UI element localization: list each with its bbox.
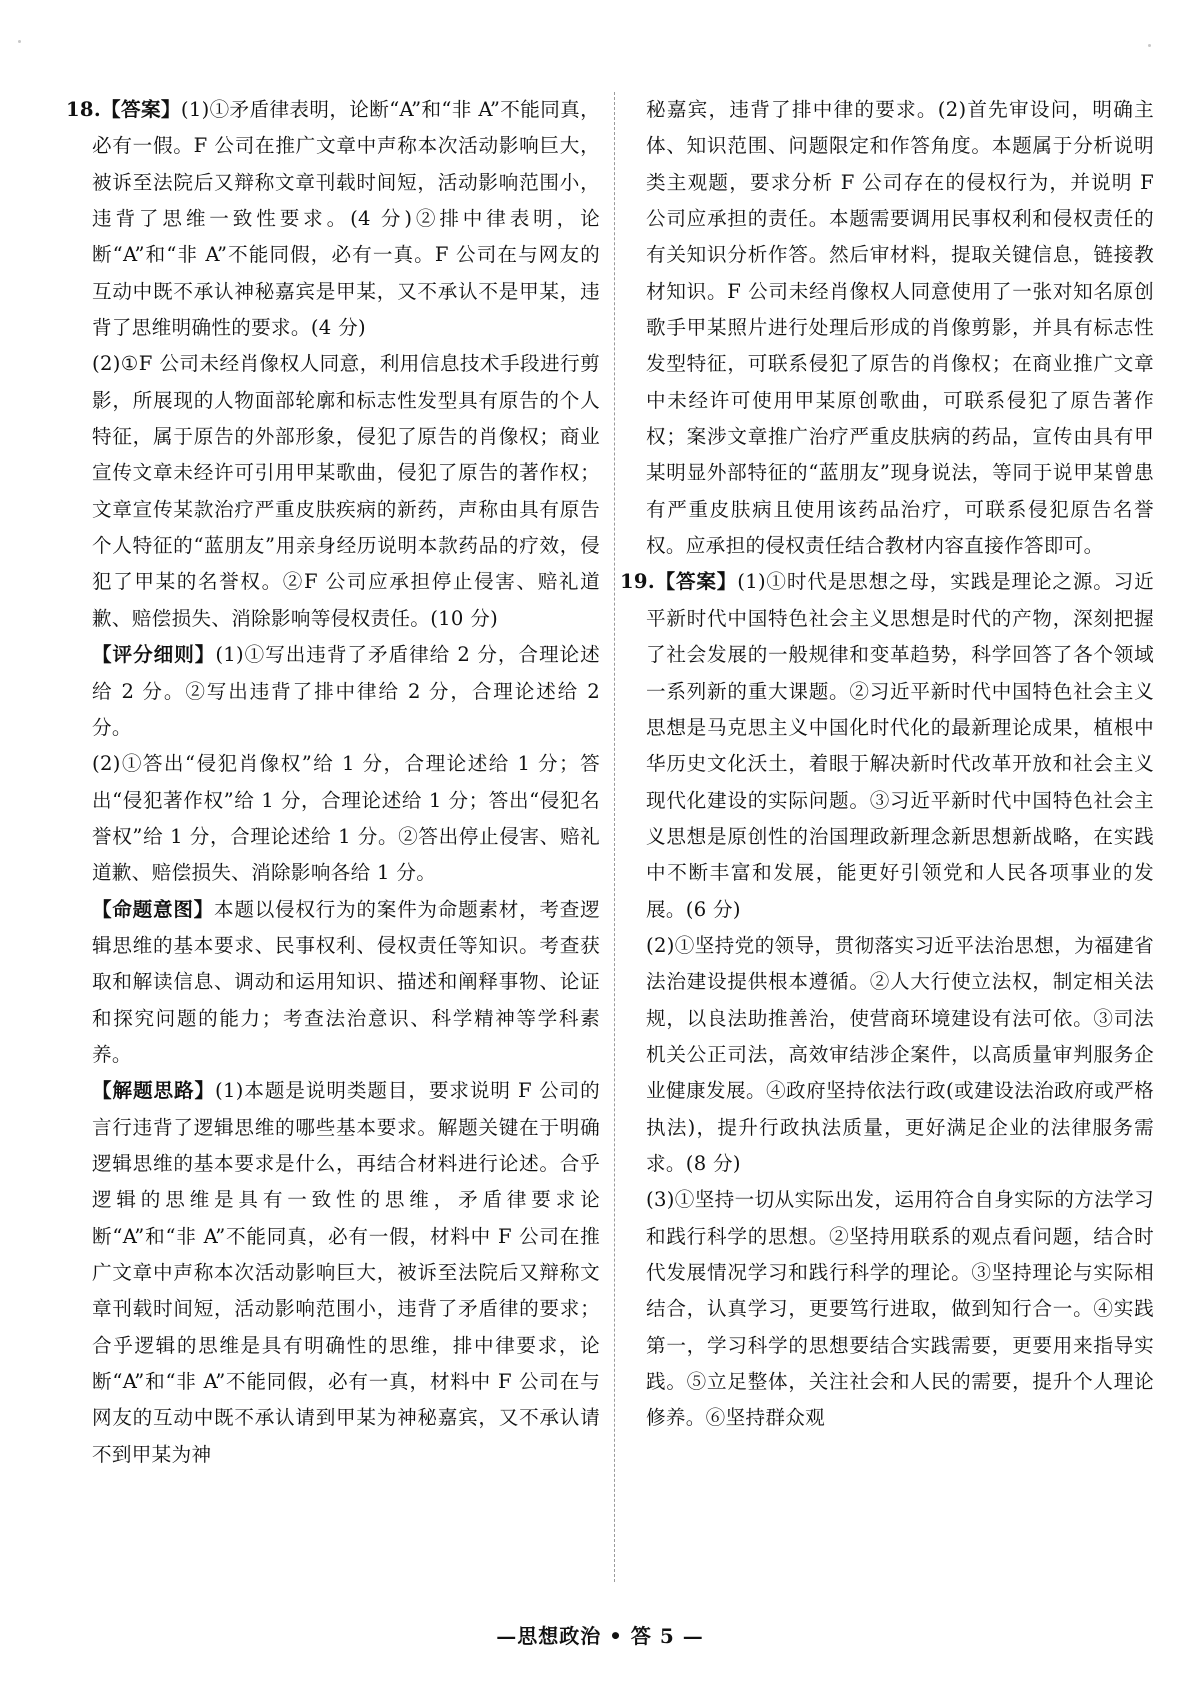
q18-answer-part1 [66,92,601,346]
solution-tag: 【解题思路】 [92,1079,216,1103]
q18-solution-text: (1)本题是说明类题目，要求说明 F 公司的言行违背了逻辑思维的哪些基本要求。解题关键在于明确逻辑思维的基本要求是什么，再结合材料进行论述。合乎逻辑的思维是具有一致性的思维，矛盾律要求论断“A”和“非 A”不能同真，必有一假，材料中 F 公司在推广文章中声称本次活动影响巨大，被诉至法院后又辩称文章刊载时间短，活动影响范围小，违背了矛盾律的要求；合乎逻辑的思维是具有明确性的思维，排中律要求，论断“A”和“非 A”不能同假，必有一真，材料中 F 公司在与网友的互动中既不承认请到甲某为神秘嘉宾，又不承认请不到甲某为神 [92,1079,600,1466]
q18-scoring-rules-text: (1)①写出违背了矛盾律给 2 分，合理论述给 2 分。②写出违背了排中律给 2 分，合理论述给 2 分。 [92,643,600,739]
column-divider [614,92,615,1582]
answer-tag: 【答案】 [101,98,181,121]
q18-scoring-rules-part2: (2)①答出“侵犯肖像权”给 1 分，合理论述给 1 分；答出“侵犯著作权”给 1 分，合理论述给 1 分；答出“侵犯名誉权”给 1 分，合理论述给 1 分。②答出停止侵害、赔礼道歉、赔偿损失、消除影响各给 1 分。 [92,752,600,885]
scan-speck [1148,44,1151,47]
q19-answer-part1-text: (1)①时代是思想之母，实践是理论之源。习近平新时代中国特色社会主义思想是时代的产物，深刻把握了社会发展的一般规律和变革趋势，科学回答了各个领域一系列新的重大课题。②习近平新时代中国特色社会主义思想是马克思主义中国化时代化的最新理论成果，植根中华历史文化沃土，着眼于解决新时代改革开放和社会主义现代化建设的实际问题。③习近平新时代中国特色社会主义思想是原创性的治国理政新理念新思想新战略，在实践中不断丰富和发展，能更好引领党和人民各项事业的发展。(6 分) [646,570,1155,921]
q18-answer-part1-text: (1)①矛盾律表明，论断“A”和“非 A”不能同真，必有一假。F 公司在推广文章中声称本次活动影响巨大，被诉至法院后又辩称文章刊载时间短，活动影响范围小，违背了思维一致性要求。(4 分)②排中律表明，论断“A”和“非 A”不能同假，必有一真。F 公司在与网友的互动中既不承认神秘嘉宾是甲某，又不承认不是甲某，违背了思维明确性的要求。(4 分) [92,98,601,340]
q18-answer-part2: (2)①F 公司未经肖像权人同意，利用信息技术手段进行剪影，所展现的人物面部轮廓和标志性发型具有原告的个人特征，属于原告的外部形象，侵犯了原告的肖像权；商业宣传文章未经许可引用甲某歌曲，侵犯了原告的著作权；文章宣传某款治疗严重皮肤疾病的新药，声称由具有原告个人特征的“蓝朋友”用亲身经历说明本款药品的疗效，侵犯了甲某的名誉权。②F 公司应承担停止侵害、赔礼道歉、赔偿损失、消除影响等侵权责任。(10 分) [92,352,600,630]
q18-scoring-rules [92,637,600,746]
intent-tag: 【命题意图】 [92,897,215,921]
page-footer: —思想政治 • 答 5 — [496,1624,704,1648]
q18-solution-approach [92,1073,600,1473]
scan-speck [18,40,21,43]
q18-solution-continued: 秘嘉宾，违背了排中律的要求。(2)首先审设问，明确主体、知识范围、问题限定和作答角度。本题属于分析说明类主观题，要求分析 F 公司存在的侵权行为，并说明 F 公司应承担的责任。本题需要调用民事权利和侵权责任的有关知识分析作答。然后审材料，提取关键信息，链接教材知识。F 公司未经肖像权人同意使用了一张对知名原创歌手甲某照片进行处理后形成的肖像剪影，并具有标志性发型特征，可联系侵犯了原告的肖像权；在商业推广文章中未经许可使用甲某原创歌曲，可联系侵犯了原告著作权；案涉文章推广治疗严重皮肤病的药品，宣传由具有甲某明显外部特征的“蓝朋友”现身说法，等同于说甲某曾患有严重皮肤病且使用该药品治疗，可联系侵犯原告名誉权。应承担的侵权责任结合教材内容直接作答即可。 [646,98,1154,558]
scoring-rules-tag: 【评分细则】 [92,643,216,667]
q19-answer-part1 [620,564,1155,927]
answer-tag: 【答案】 [655,570,738,594]
q18-intent [92,892,600,1074]
question-number-18: 18. [66,98,101,121]
q19-answer-part3: (3)①坚持一切从实际出发，运用符合自身实际的方法学习和践行科学的思想。②坚持用联系的观点看问题，结合时代发展情况学习和践行科学的理论。③坚持理论与实际相结合，认真学习，更要笃行进取，做到知行合一。④实践第一，学习科学的思想要结合实践需要，更要用来指导实践。⑤立足整体，关注社会和人民的需要，提升个人理论修养。⑥坚持群众观 [646,1188,1154,1430]
q18-intent-text: 本题以侵权行为的案件为命题素材，考查逻辑思维的基本要求、民事权利、侵权责任等知识。考查获取和解读信息、调动和运用知识、描述和阐释事物、论证和探究问题的能力；考查法治意识、科学精神等学科素养。 [92,897,600,1066]
left-column [66,92,601,1473]
right-column [620,92,1155,1437]
q19-answer-part2: (2)①坚持党的领导，贯彻落实习近平法治思想，为福建省法治建设提供根本遵循。②人大行使立法权，制定相关法规，以良法助推善治，使营商环境建设有法可依。③司法机关公正司法，高效审结涉企案件，以高质量审判服务企业健康发展。④政府坚持依法行政(或建设法治政府或严格执法)，提升行政执法质量，更好满足企业的法律服务需求。(8 分) [646,933,1154,1175]
question-number-19: 19. [620,570,655,594]
